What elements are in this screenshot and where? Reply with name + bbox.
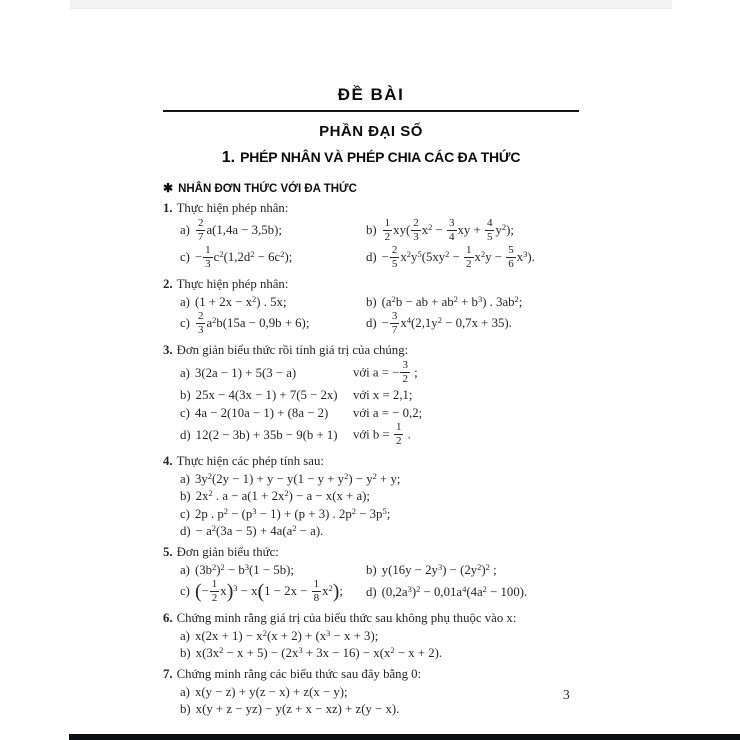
statement-text: Đơn giản biểu thức: [176, 545, 279, 559]
expression-text: $3y^2(2y - 1) + y - y(1 - y + y^2) - y^2 + y$; [194, 470, 401, 486]
math-expression [163, 295, 349, 310]
item-label: c) [180, 584, 190, 599]
chapter-heading [163, 149, 579, 167]
math-expression [163, 524, 579, 539]
item-note: với b = $\frac{1}{2}$ . [353, 421, 411, 447]
item-label: d) [180, 524, 191, 538]
fraction: $\frac{2}{3}$ [413, 216, 419, 243]
statement-text: Đơn giản biểu thức rồi tính giá trị của chúng: [176, 343, 409, 357]
expression-text: $\frac{1}{2}$ xy( $\frac{2}{3}$ $x^2$ − $\frac{3}{4}$ xy + $\frac{4}{5}$ $y^2$); [384, 216, 514, 243]
statement-text: Chứng minh rằng các biểu thức sau đây bằng 0: [176, 667, 422, 681]
problem-number: 4. [163, 454, 173, 468]
section-title: PHẦN ĐẠI SỐ [319, 123, 423, 140]
expression-text: $(1 + 2x - x^2)$ . 5x; [194, 293, 287, 309]
item-row [163, 406, 579, 421]
expression-text: (− $\frac{1}{2}$ x)$^3$ − x(1 − 2x − $\frac{1}{8}$ $x^2$); [194, 578, 343, 604]
expression-text: $\frac{2}{3}$ $a^2b(15a - 0,9b + 6)$; [197, 310, 310, 336]
problem-statement [163, 277, 579, 292]
item-label: a) [180, 628, 190, 643]
item-label: b) [180, 646, 191, 660]
item-row [163, 388, 579, 403]
math-expression [163, 366, 353, 381]
item-row [163, 216, 579, 244]
item-row [163, 685, 579, 700]
fraction: $\frac{1}{2}$ [466, 244, 472, 270]
math-expression [349, 295, 579, 310]
page-content [163, 85, 579, 720]
chapter-number: 1. [221, 149, 236, 166]
item-label: d) [366, 250, 377, 265]
page-number: 3 [563, 687, 570, 702]
math-expression [349, 585, 579, 600]
problem-list [163, 201, 579, 717]
problem-number: 6. [163, 611, 173, 625]
problem-items [163, 685, 579, 718]
math-expression [163, 388, 353, 403]
expression-text: x(y − z) + y(z − x) + z(x − y); [194, 684, 348, 699]
item-row [163, 472, 579, 487]
expression-text: $(0,2a^3)^2 - 0,01a^4(4a^2 - 100)$. [381, 584, 528, 599]
math-expression [163, 685, 579, 700]
item-label: b) [180, 388, 191, 402]
item-label: d) [366, 585, 377, 599]
math-expression [163, 629, 579, 644]
problem-number: 5. [163, 545, 173, 559]
problem [163, 667, 579, 717]
fraction: $\frac{3}{2}$ [402, 358, 408, 385]
item-row [163, 507, 579, 522]
expression-text: $y(16y - 2y^3) - (2y^2)^2$ ; [381, 561, 497, 577]
item-label: a) [180, 562, 190, 577]
statement-text: Thực hiện các phép tính sau: [176, 454, 324, 468]
item-row [163, 524, 579, 539]
item-row [163, 246, 579, 271]
fraction: $\frac{2}{5}$ [391, 244, 398, 270]
fraction: $\frac{1}{2}$ [384, 216, 391, 243]
title-rule [163, 110, 579, 112]
problem-items [163, 216, 579, 272]
problem [163, 454, 579, 539]
item-label: c) [180, 405, 190, 420]
problem-items [163, 472, 579, 540]
problem-items [163, 629, 579, 662]
expression-text: $(3b^2)^2 - b^3(1 - 5b)$; [194, 561, 294, 577]
math-expression [349, 246, 579, 271]
expression-text: 2p . $p^2 - (p^3 - 1) + (p + 3)$ . $2p^2 - 3p^5$; [194, 505, 391, 521]
problem-number: 1. [163, 201, 173, 215]
fraction: $\frac{3}{4}$ [449, 216, 455, 243]
problem-statement [163, 201, 579, 216]
expression-text: − $\frac{2}{5}$ $x^2y^5(5xy^2$ − $\frac{1}{2}$ $x^2y$ − $\frac{5}{6}$ $x^3$). [381, 244, 535, 270]
fraction: $\frac{5}{6}$ [508, 244, 514, 270]
fraction: $\frac{4}{5}$ [486, 216, 493, 243]
problem [163, 545, 579, 605]
item-label: c) [180, 250, 190, 265]
item-row [163, 702, 579, 717]
fraction: $\frac{1}{3}$ [205, 244, 211, 270]
fraction: $\frac{1}{2}$ [395, 421, 402, 447]
item-row [163, 358, 579, 386]
subsection-title: NHÂN ĐƠN THỨC VỚI ĐA THỨC [178, 183, 357, 195]
statement-text: Thực hiện phép nhân: [176, 201, 289, 215]
math-expression [163, 428, 353, 443]
problem-number: 3. [163, 343, 173, 357]
problem-statement [163, 343, 579, 358]
math-expression [349, 216, 579, 244]
math-expression [163, 489, 579, 504]
problem-number: 2. [163, 277, 173, 291]
item-label: a) [180, 294, 190, 309]
math-expression [163, 507, 579, 522]
subsection-heading [163, 181, 579, 195]
math-expression [163, 312, 349, 337]
item-note: với a = − 0,2; [353, 405, 423, 420]
item-row [163, 312, 579, 337]
item-label: a) [180, 471, 190, 486]
item-row [163, 629, 579, 644]
problem [163, 201, 579, 271]
problem [163, 611, 579, 661]
item-label: a) [180, 684, 190, 699]
page-title: ĐỀ BÀI [337, 85, 405, 104]
item-row [163, 580, 579, 605]
item-row [163, 423, 579, 448]
math-expression [349, 563, 579, 578]
item-row [163, 295, 579, 310]
math-expression [349, 312, 579, 337]
problem [163, 343, 579, 448]
math-expression [163, 216, 349, 244]
item-row [163, 646, 579, 661]
problem [163, 277, 579, 337]
item-label: d) [366, 316, 377, 331]
math-expression [163, 702, 579, 717]
item-label: a) [180, 222, 190, 237]
problem-statement [163, 611, 579, 626]
item-label: b) [180, 702, 191, 716]
expression-text: x(y + z − yz) − y(z + x − xz) + z(y − x). [195, 702, 400, 716]
item-label: b) [180, 489, 191, 503]
problem-items [163, 563, 579, 606]
item-row [163, 489, 579, 504]
expression-text: $x(2x + 1) - x^2(x + 2) + (x^3 - x + 3)$; [194, 627, 379, 643]
item-label: b) [366, 222, 377, 237]
problem-statement [163, 454, 579, 469]
math-expression [163, 646, 579, 661]
item-label: d) [180, 428, 191, 442]
expression-text: 4a − 2(10a − 1) + (8a − 2) [194, 405, 329, 420]
asterisk-marker: ✱ [163, 181, 174, 195]
item-label: b) [366, 562, 377, 577]
math-expression [163, 406, 353, 421]
item-label: c) [180, 316, 190, 331]
fraction: $\frac{1}{2}$ [211, 578, 218, 604]
item-row [163, 563, 579, 578]
math-expression [163, 580, 349, 605]
math-expression [163, 472, 579, 487]
item-label: c) [180, 506, 190, 521]
book-edge-shadow [69, 734, 740, 740]
fraction: $\frac{3}{7}$ [391, 310, 398, 336]
expression-text: ($a^2b$ − ab + $ab^2 + b^3$) . $3ab^2$; [381, 293, 523, 309]
expression-text: − $\frac{3}{7}$ $x^4(2,1y^2 - 0,7x + 35)$. [381, 310, 512, 336]
fraction: $\frac{2}{3}$ [197, 310, 204, 336]
expression-text: $x(3x^2 - x + 5) - (2x^3 + 3x - 16) - x(x^2 - x + 2)$. [195, 645, 443, 660]
math-expression [163, 563, 349, 578]
expression-text: 12(2 − 3b) + 35b − 9(b + 1) [195, 428, 338, 442]
page-top-edge [70, 0, 672, 9]
statement-text: Thực hiện phép nhân: [176, 277, 289, 291]
expression-text: $2x^2$ . $a - a(1 + 2x^2) - a - x(x + a)$; [195, 488, 370, 503]
problem-items [163, 358, 579, 449]
expression-text: 3(2a − 1) + 5(3 − a) [194, 365, 297, 380]
math-expression [163, 246, 349, 271]
item-note: với a = − $\frac{3}{2}$ ; [353, 358, 418, 385]
problem-statement [163, 667, 579, 682]
statement-text: Chứng minh rằng giá trị của biểu thức sau không phụ thuộc vào x: [176, 611, 517, 625]
chapter-title: PHÉP NHÂN VÀ PHÉP CHIA CÁC ĐA THỨC [240, 149, 521, 165]
expression-text: $\frac{2}{7}$ a(1,4a − 3,5b); [197, 216, 282, 243]
expression-text: − $a^2(3a - 5) + 4a(a^2 - a)$. [195, 523, 324, 538]
problem-statement [163, 545, 579, 560]
item-note: với x = 2,1; [353, 388, 413, 402]
item-label: b) [366, 294, 377, 309]
problem-number: 7. [163, 667, 173, 681]
item-label: a) [180, 365, 190, 380]
fraction: $\frac{2}{7}$ [197, 216, 204, 243]
problem-items [163, 295, 579, 338]
expression-text: 25x − 4(3x − 1) + 7(5 − 2x) [195, 388, 338, 402]
expression-text: − $\frac{1}{3}$ $c^2(1,2d^2 - 6c^2)$; [194, 244, 293, 270]
fraction: $\frac{1}{8}$ [313, 578, 320, 604]
